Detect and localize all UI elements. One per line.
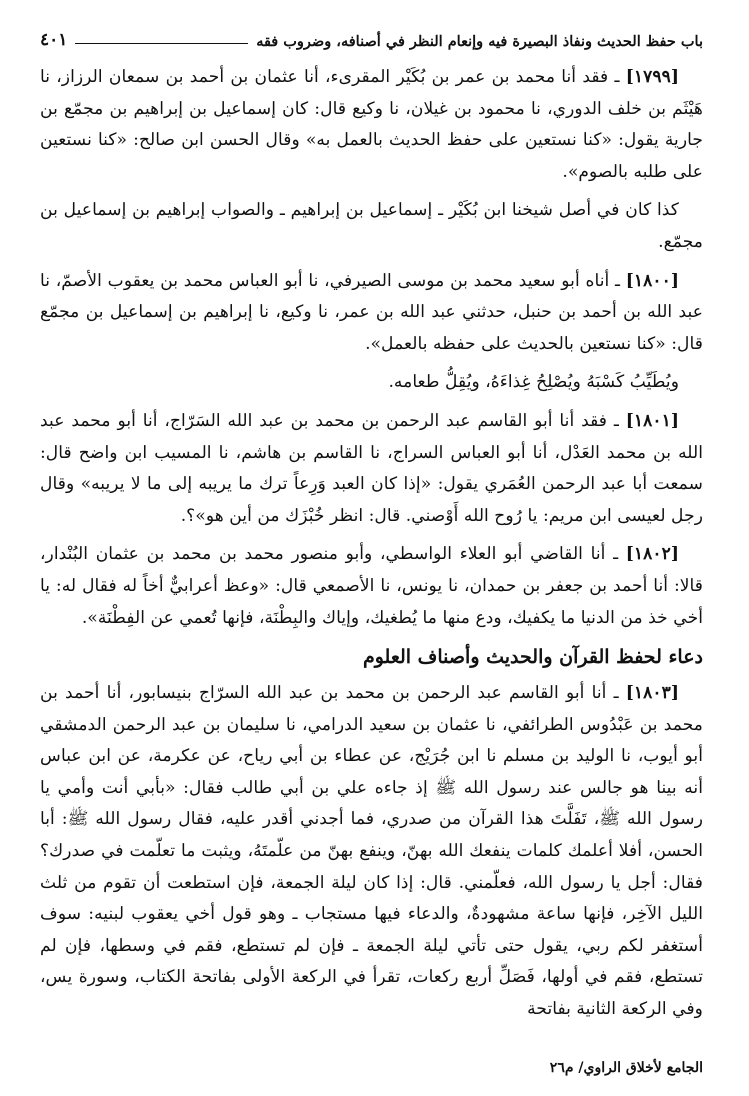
paragraph-text: ـ أنا القاضي أبو العلاء الواسطي، وأبو منصور محمد بن محمد بن عثمان البُنْدار، قالا: أنا أحمد بن جعفر بن حمدان، نا يونس، نا الأصمعي قال: «وعظ أعرابيٌّ أخاً له فقال له: يا أخي خذ من الدنيا ما يكفيك، ودع منها ما يُطغيك، وإياك والبِطْنَة، فإنها تُعمي عن الفِطْنَة».	[40, 544, 703, 628]
header-rule	[75, 43, 248, 44]
section-title: دعاء لحفظ القرآن والحديث وأصناف العلوم	[362, 646, 703, 669]
running-title: باب حفظ الحديث ونفاذ البصيرة فيه وإنعام النظر في أصنافه، وضروب فقه	[256, 33, 703, 50]
report-number: [١٨٠٢]	[625, 544, 679, 565]
paragraph-text: ـ أنا أبو القاسم عبد الرحمن بن محمد بن عبد الله السرّاج بنيسابور، أنا أحمد بن محمد بن عَبْدُوس الطرائفي، نا عثمان بن سعيد الدرامي، نا سليمان بن عبد الرحمن الدمشقي أبو أيوب، نا الوليد بن مسلم نا ابن جُرَيْج، عن عطاء بن أبي رياح، عن عكرمة، عن ابن عباس أنه بينا هو جالس عند رسول الله ﷺ إذ جاءه علي بن أبي طالب فقال: «بأبي أنت وأمي يا رسول الله ﷺ، تَفَلَّتَ هذا القرآن من صدري، فما أجدني أقدر عليه، فقال رسول الله ﷺ: أبا الحسن، أفلا أعلمك كلمات ينفعك الله بهنّ، وينفع بهنّ من علّمتَهُ، ويثبت ما تعلّمت في صدرك؟ فقال: أجل يا رسول الله، فعلّمني. قال: إذا كان ليلة الجمعة، فإن استطعت أن تقوم من ثلث الليل الآخِر، فإنها ساعة مشهودةٌ، والدعاء فيها مستجاب ـ وهو قول أخي يعقوب لبنيه: سوف أستغفر لكم ربي، يقول حتى تأتي ليلة الجمعة ـ فإن لم تستطع، فقم في وسطها، فإن لم تستطع، فقم في أولها، فَصَلِّ أربع ركعات، تقرأ في الركعة الأولى بفاتحة الكتاب، وسورة يس، وفي الركعة الثانية بفاتحة	[40, 683, 703, 1020]
paragraph-1803	[40, 678, 703, 1026]
running-header	[40, 22, 703, 50]
report-number: [١٧٩٩]	[625, 67, 679, 87]
report-number: [١٨٠٠]	[625, 270, 679, 291]
paragraph-text: ـ أناه أبو سعيد محمد بن موسى الصيرفي، نا أبو العباس محمد بن يعقوب الأصمّ، نا عبد الله بن أحمد بن حنبل، حدثني عبد الله بن عمر، نا وكيع، نا إبراهيم بن إسماعيل بن مجمّع قال: «كنا نستعين بالحديث على حفظه بالعمل».	[40, 270, 703, 354]
paragraph-text: كذا كان في أصل شيخنا ابن بُكَيْر ـ إسماعيل بن إبراهيم ـ والصواب إبراهيم بن إسماعيل بن مجمّع.	[40, 200, 703, 252]
page-body	[40, 62, 703, 1026]
report-number: [١٨٠١]	[625, 410, 679, 431]
paragraph-note	[40, 367, 703, 399]
paragraph-1801	[40, 406, 703, 532]
footer-signature: الجامع لأخلاق الراوي/ م٢٦	[549, 1060, 703, 1076]
paragraph-note	[40, 195, 703, 258]
paragraph-text: ويُطَيِّبُ كَسْبَهُ ويُصْلِحُ غِذاءَهُ، ويُقِلُّ طعامه.	[388, 372, 679, 393]
report-number: [١٨٠٣]	[625, 683, 679, 704]
paragraph-1800	[40, 266, 703, 361]
paragraph-text: ـ فقد أنا أبو القاسم عبد الرحمن بن محمد بن عبد الله السَرّاج، أنا أبو محمد عبد الله بن محمد العَدْل، أنا أبو العباس السراج، نا القاسم بن هاشم، نا المسيب ابن واضح قال: سمعت أبا عبد الرحمن العُمَري يقول: «إذا كان العبد وَرِعاً ترك ما يريبه إلى ما لا يريبه» وقال رجل لعيسى ابن مريم: يا رُوح الله أَوْصني. قال: انظر خُبْزَك من أين هو»؟.	[40, 410, 703, 526]
page-number: ٤٠١	[40, 30, 68, 50]
paragraph-1802	[40, 539, 703, 634]
paragraph-text: ـ فقد أنا محمد بن عمر بن بُكَيْر المقرىء، أنا عثمان بن أحمد بن سمعان الرزاز، نا هَيْثَم بن خلف الدوري، نا محمود بن غيلان، نا وكيع قال: كان إسماعيل بن إبراهيم بن مجمّع بن جارية يقول: «كنا نستعين على حفظ الحديث بالعمل به» وقال الحسن ابن صالح: «كنا نستعين على طلبه بالصوم».	[40, 67, 703, 182]
paragraph-1799	[40, 62, 703, 188]
